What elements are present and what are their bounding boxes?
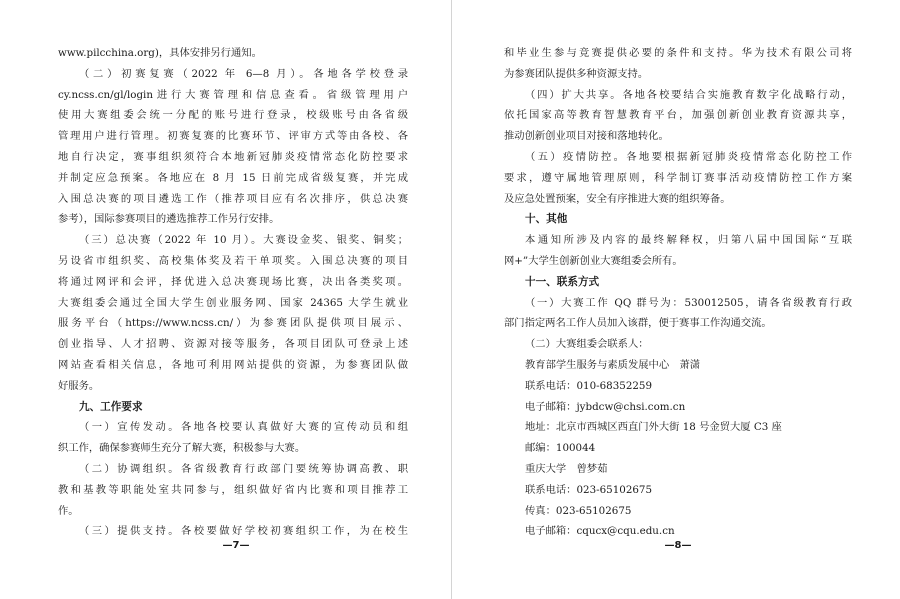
text-line: 网站查看相关信息，各地可利用网站提供的资源，为参赛团队做: [58, 358, 408, 371]
contact-line: 邮编：100044: [525, 442, 596, 455]
text-line: 和毕业生参与竞赛提供必要的条件和支持。华为技术有限公司将: [504, 47, 852, 59]
text-line: 为参赛团队提供多种资源支持。: [504, 67, 649, 80]
text-line: 织工作，确保参赛师生充分了解大赛，积极参与大赛。: [58, 442, 306, 455]
section-heading: 九、工作要求: [79, 400, 143, 413]
contact-line: 电子邮箱：jybdcw@chsi.com.cn: [525, 400, 686, 413]
page-number: —7—: [222, 540, 250, 551]
text-line: 入围总决赛的项目遴选工作（推荐项目应有名次排序，供总决赛: [58, 192, 408, 205]
text-line: 另设省市组织奖、高校集体奖及若干单项奖。入围总决赛的项目: [58, 254, 408, 267]
text-line: （二）大赛组委会联系人：: [525, 338, 649, 351]
text-line: （三）总决赛（2022 年 10 月）。大赛设金奖、银奖、铜奖；: [79, 234, 408, 247]
page-divider: [451, 0, 452, 599]
contact-line: 地址：北京市西城区西直门外大街 18 号金贸大厦 C3 座: [525, 421, 782, 434]
text-line: （三）提供支持。各校要做好学校初赛组织工作，为在校生: [79, 525, 408, 538]
contact-line: 教育部学生服务与素质发展中心 萧潇: [525, 358, 701, 371]
text-line: （一）宣传发动。各地各校要认真做好大赛的宣传动员和组: [79, 421, 408, 434]
section-heading: 十一、联系方式: [525, 275, 600, 288]
contact-line: 联系电话：010-68352259: [525, 379, 653, 392]
contact-line: 电子邮箱：cqucx@cqu.edu.cn: [525, 525, 675, 538]
text-line: 将通过网评和会评，择优进入总决赛现场比赛，决出各类奖项。: [58, 275, 408, 288]
text-line: （五）疫情防控。各地要根据新冠肺炎疫情常态化防控工作: [525, 150, 852, 163]
section-heading: 十、其他: [525, 213, 568, 226]
text-line: 部门指定两名工作人员加入该群，便于赛事工作沟通交流。: [504, 317, 772, 330]
text-line: 本通知所涉及内容的最终解释权，归第八届中国国际“互联: [525, 234, 852, 247]
text-line: 网+”大学生创新创业大赛组委会所有。: [504, 254, 683, 267]
text-line: 创业指导、人才招聘、资源对接等服务，各项目团队可登录上述: [58, 338, 408, 351]
text-line: 大赛组委会通过全国大学生创业服务网、国家 24365 大学生就业: [58, 296, 408, 309]
page-8: [504, 43, 852, 542]
contact-line: 联系电话：023-65102675: [525, 483, 653, 496]
text-line: 教和基教等职能处室共同参与，组织做好省内比赛和项目推荐工: [58, 483, 408, 496]
text-line: 使用大赛组委会统一分配的账号进行登录，校级账号由各省级: [58, 109, 408, 122]
text-line: 要求，遵守属地管理原则，科学制订赛事活动疫情防控工作方案: [504, 171, 852, 184]
text-line: 管理用户进行管理。初赛复赛的比赛环节、评审方式等由各校、各: [58, 130, 408, 143]
text-line: 服务平台（https://www.ncss.cn/）为参赛团队提供项目展示、: [58, 317, 408, 330]
text-line: 地自行决定，赛事组织须符合本地新冠肺炎疫情常态化防控要求: [58, 150, 408, 163]
text-line: 参考），国际参赛项目的遴选推荐工作另行安排。: [58, 213, 280, 226]
contact-line: 传真：023-65102675: [525, 504, 632, 517]
text-line: （一）大赛工作 QQ 群号为：530012505，请各省级教育行政: [525, 296, 852, 309]
page-7: [58, 43, 408, 542]
page-number: —8—: [664, 540, 692, 551]
text-line: （二）初赛复赛（2022 年 6—8 月）。各地各学校登录: [79, 67, 408, 80]
text-line: 及应急处置预案，安全有序推进大赛的组织筹备。: [504, 192, 731, 205]
text-line: cy.ncss.cn/gl/login进行大赛管理和信息查看。省级管理用户: [58, 88, 408, 101]
text-line: 作。: [58, 504, 79, 517]
text-line: 好服务。: [58, 379, 100, 392]
text-line: （四）扩大共享。各地各校要结合实施教育数字化战略行动，: [525, 88, 852, 101]
text-line: （二）协调组织。各省级教育行政部门要统筹协调高教、职: [79, 462, 408, 475]
text-line: 推动创新创业项目对接和落地转化。: [504, 130, 669, 143]
text-line: www.pilcchina.org)，具体安排另行通知。: [58, 47, 262, 59]
text-line: 依托国家高等教育智慧教育平台，加强创新创业教育资源共享，: [504, 109, 852, 122]
text-line: 并制定应急预案。各地应在 8 月 15 日前完成省级复赛，并完成: [58, 171, 408, 184]
contact-line: 重庆大学 曾梦茹: [525, 462, 608, 475]
